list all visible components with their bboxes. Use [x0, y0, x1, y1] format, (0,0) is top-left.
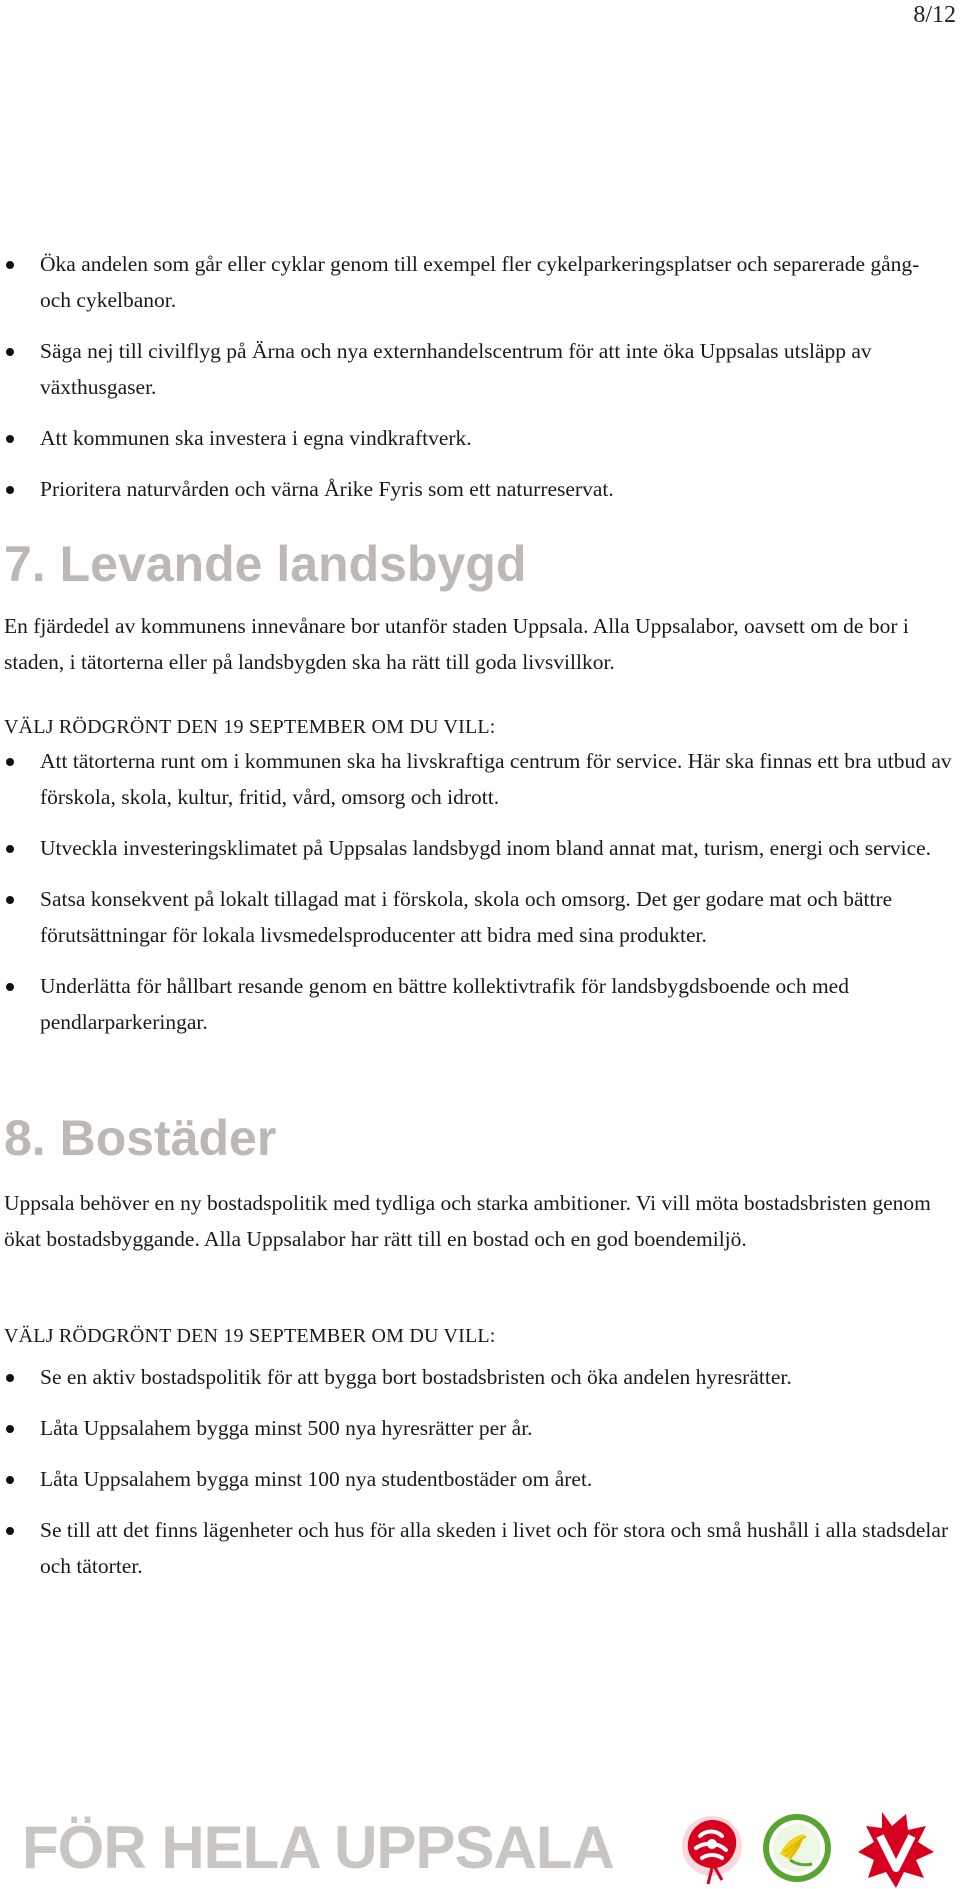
section8-list: [0, 1359, 960, 1584]
footer-slogan: FÖR HELA UPPSALA: [22, 1814, 614, 1881]
rose-logo-icon: [682, 1816, 742, 1884]
list-item: Låta Uppsalahem bygga minst 500 nya hyresrätter per år.: [0, 1410, 960, 1446]
list-item: Låta Uppsalahem bygga minst 100 nya studentbostäder om året.: [0, 1461, 960, 1497]
v-logo-icon: [858, 1812, 934, 1888]
page-number: 8/12: [913, 2, 956, 28]
dandelion-logo-icon: [763, 1814, 831, 1882]
section-intro: En fjärdedel av kommunens innevånare bor utanför staden Uppsala. Alla Uppsalabor, oavsett om de bor i staden, i tätorterna eller på landsbygden ska ha rätt till goda livsvillkor.: [4, 614, 909, 674]
list-item: Underlätta för hållbart resande genom en bättre kollektivtrafik för landsbygdsboende och med pendlarparkeringar.: [0, 968, 960, 1040]
list-item: Se till att det finns lägenheter och hus för alla skeden i livet och för stora och små hushåll i alla stadsdelar och tätorter.: [0, 1512, 960, 1584]
call-to-action: VÄLJ RÖDGRÖNT DEN 19 SEPTEMBER OM DU VILL:: [4, 716, 496, 738]
list-item: Säga nej till civilflyg på Ärna och nya externhandelscentrum för att inte öka Uppsalas utsläpp av växthusgaser.: [0, 333, 960, 405]
list-item: Att kommunen ska investera i egna vindkraftverk.: [0, 420, 960, 456]
section7-list: [0, 743, 960, 1040]
list-item: Se en aktiv bostadspolitik för att bygga bort bostadsbristen och öka andelen hyresrätter.: [0, 1359, 960, 1395]
list-item: Utveckla investeringsklimatet på Uppsalas landsbygd inom bland annat mat, turism, energi och service.: [0, 830, 960, 866]
list-item: Satsa konsekvent på lokalt tillagad mat i förskola, skola och omsorg. Det ger godare mat och bättre förutsättningar för lokala livsmedelsproducenter att bidra med sina produkter.: [0, 881, 960, 953]
list-item: Prioritera naturvården och värna Årike Fyris som ett naturreservat.: [0, 471, 960, 507]
section-heading: 7. Levande landsbygd: [4, 536, 527, 592]
list-item: Att tätorterna runt om i kommunen ska ha livskraftiga centrum för service. Här ska finnas ett bra utbud av förskola, skola, kultur, fritid, vård, omsorg och idrott.: [0, 743, 960, 815]
call-to-action: VÄLJ RÖDGRÖNT DEN 19 SEPTEMBER OM DU VILL:: [4, 1325, 496, 1347]
section-heading: 8. Bostäder: [4, 1110, 277, 1166]
env-list: [0, 246, 960, 507]
section-intro: Uppsala behöver en ny bostadspolitik med tydliga och starka ambitioner. Vi vill möta bostadsbristen genom ökat bostadsbyggande. Alla Uppsalabor har rätt till en bostad och en god boendemiljö.: [4, 1191, 931, 1251]
list-item: Öka andelen som går eller cyklar genom till exempel fler cykelparkeringsplatser och separerade gång- och cykelbanor.: [0, 246, 960, 318]
party-logos: [672, 1806, 960, 1889]
